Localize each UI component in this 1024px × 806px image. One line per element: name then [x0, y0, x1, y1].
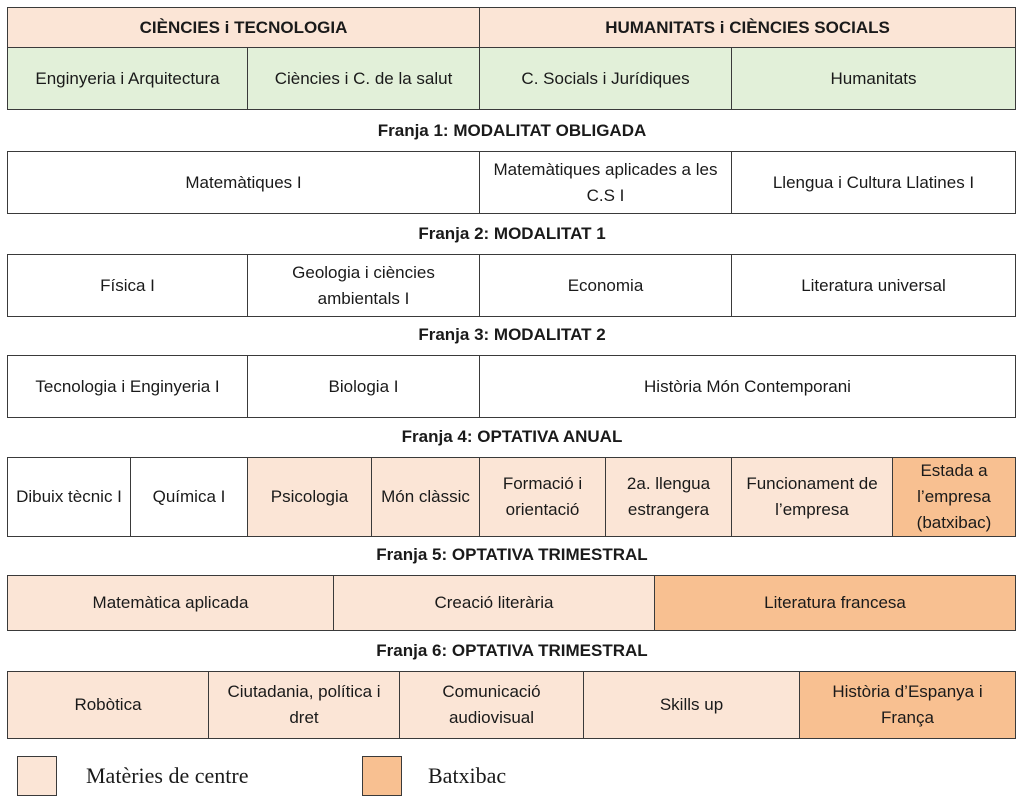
branch-humanitats: Humanitats	[732, 48, 1016, 110]
subject-biologia: Biologia I	[248, 356, 480, 418]
subject-formacio-orientacio: Formació i orientació	[480, 458, 606, 537]
legend-label-batxibac: Batxibac	[428, 763, 507, 788]
subject-tecnologia: Tecnologia i Enginyeria I	[8, 356, 248, 418]
subject-mon-classic: Món clàssic	[372, 458, 480, 537]
franja2-table	[7, 254, 1016, 317]
subject-matematiques: Matemàtiques I	[8, 152, 480, 214]
branch-socials-juridiques: C. Socials i Jurídiques	[480, 48, 732, 110]
subject-quimica: Química I	[131, 458, 248, 537]
legend-label-centre: Matèries de centre	[86, 763, 249, 788]
subject-comunicacio-audiovisual: Comunicació audiovisual	[400, 672, 584, 739]
subject-estada-empresa: Estada a l’empresa (batxibac)	[893, 458, 1016, 537]
subject-llengua-llatines: Llengua i Cultura Llatines I	[732, 152, 1016, 214]
subject-fisica: Física I	[8, 255, 248, 317]
subject-psicologia: Psicologia	[248, 458, 372, 537]
subject-matematiques-aplicades: Matemàtiques aplicades a les C.S I	[480, 152, 732, 214]
subject-robotica: Robòtica	[8, 672, 209, 739]
subject-economia: Economia	[480, 255, 732, 317]
franja3-table	[7, 355, 1016, 418]
franja3-title: Franja 3: MODALITAT 2	[418, 325, 606, 344]
franja1-table	[7, 151, 1016, 214]
subject-dibuix-tecnic: Dibuix tècnic I	[8, 458, 131, 537]
subject-geologia: Geologia i ciències ambientals I	[248, 255, 480, 317]
franja6-title: Franja 6: OPTATIVA TRIMESTRAL	[376, 641, 648, 660]
franja4-table	[7, 457, 1016, 537]
header-table	[7, 7, 1016, 110]
area-ciencies-tecnologia: CIÈNCIES i TECNOLOGIA	[8, 8, 480, 48]
franja6-table	[7, 671, 1016, 739]
legend-swatch-centre	[17, 756, 57, 796]
subject-literatura-francesa: Literatura francesa	[655, 576, 1016, 631]
subject-matematica-aplicada: Matemàtica aplicada	[8, 576, 334, 631]
subject-creacio-literaria: Creació literària	[334, 576, 655, 631]
subject-ciutadania: Ciutadania, política i dret	[209, 672, 400, 739]
legend-swatch-batxibac	[362, 756, 402, 796]
branch-enginyeria: Enginyeria i Arquitectura	[8, 48, 248, 110]
subject-historia-mon: Història Món Contemporani	[480, 356, 1016, 418]
franja2-title: Franja 2: MODALITAT 1	[418, 224, 606, 243]
franja5-title: Franja 5: OPTATIVA TRIMESTRAL	[376, 545, 648, 564]
subject-historia-espanya-franca: Història d’Espanya i França	[800, 672, 1016, 739]
subject-funcionament-empresa: Funcionament de l’empresa	[732, 458, 893, 537]
area-humanitats-ciencies-socials: HUMANITATS i CIÈNCIES SOCIALS	[480, 8, 1016, 48]
franja1-title: Franja 1: MODALITAT OBLIGADA	[377, 121, 647, 140]
branch-ciencies-salut: Ciències i C. de la salut	[248, 48, 480, 110]
franja5-table	[7, 575, 1016, 631]
franja4-title: Franja 4: OPTATIVA ANUAL	[401, 427, 623, 446]
subject-literatura-universal: Literatura universal	[732, 255, 1016, 317]
subject-segona-llengua: 2a. llengua estrangera	[606, 458, 732, 537]
subject-skills-up: Skills up	[584, 672, 800, 739]
